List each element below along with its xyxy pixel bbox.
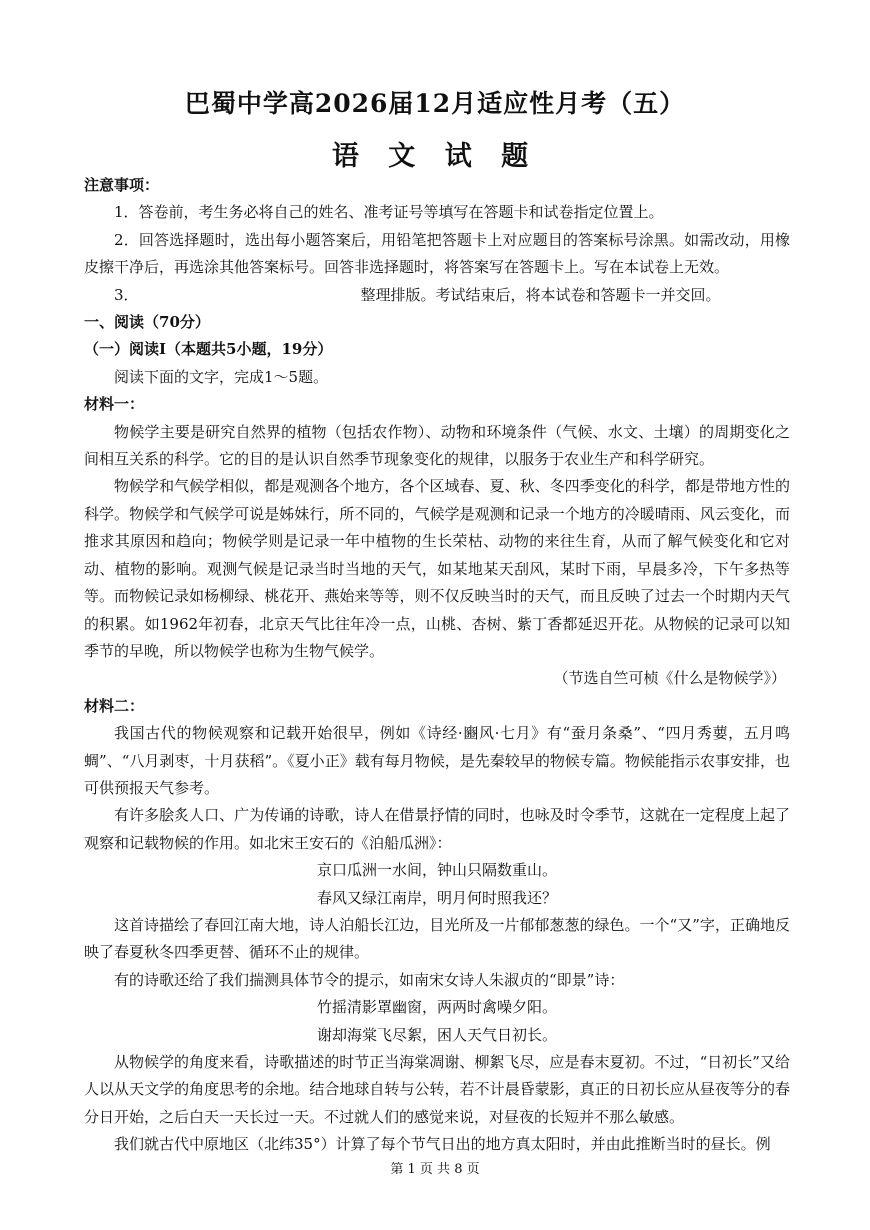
exam-subject-title: 语 文 试 题	[331, 141, 539, 172]
material-2-paragraph-2: 有许多脍炙人口、广为传诵的诗歌，诗人在借景抒情的同时，也咏及时令季节，这就在一定程度上起了观察和记载物候的作用。如北宋王安石的《泊船瓜洲》：	[84, 806, 790, 852]
material-2-paragraph-1: 我国古代的物候观察和记载开始很早，例如《诗经·豳风·七月》有“蚕月条桑”、“四月秀葽，五月鸣蜩”、“八月剥枣，十月获稻”。《夏小正》载有每月物候，是先秦较早的物候专篇。物候能指示农事安排，也可供预报天气参考。	[84, 724, 790, 797]
poem-1-line-1: 京口瓜洲一水间，钟山只隔数重山。	[316, 861, 557, 880]
material-2-paragraph-4: 有的诗歌还给了我们揣测具体节令的提示，如南宋女诗人朱淑贞的“即景”诗：	[114, 970, 625, 989]
poem-2-line-1: 竹摇清影罩幽窗，两两时禽噪夕阳。	[316, 998, 557, 1017]
notice-item-3-text: 整理排版。考试结束后，将本试卷和答题卡一并交回。	[360, 285, 721, 304]
material-1-label: 材料一：	[84, 395, 145, 414]
material-2-paragraph-6: 我们就古代中原地区（北纬35°）计算了每个节气日出的地方真太阳时，并由此推断当时的昼长。例	[114, 1135, 771, 1154]
material-2-paragraph-5: 从物候学的角度来看，诗歌描述的时节正当海棠凋谢、柳絮飞尽，应是春末夏初。不过，“日初长”又给人以从天文学的角度思考的余地。结合地球自转与公转，若不计晨昏蒙影，真正的日初长应从昼夜等分的春分日开始，之后白天一天长过一天。不过就人们的感觉来说，对昼夜的长短并不那么敏感。	[84, 1053, 790, 1126]
material-1-source: （节选自竺可桢《什么是物候学》）	[553, 669, 786, 688]
poem-1-line-2: 春风又绿江南岸，明月何时照我还？	[316, 888, 557, 907]
notice-item-3	[84, 282, 790, 309]
notice-section	[84, 172, 790, 1159]
poem-2-line-2: 谢却海棠飞尽絮，困人天气日初长。	[316, 1025, 557, 1044]
material-1-paragraph-1: 物候学主要是研究自然界的植物（包括农作物）、动物和环境条件（气候、水文、土壤）的周期变化之间相互关系的科学。它的目的是认识自然季节现象变化的规律，以服务于农业生产和科学研究。	[84, 422, 790, 469]
section-heading: 一、阅读（70分）	[84, 313, 210, 332]
reading-instruction: 阅读下面的文字，完成1～5题。	[114, 367, 329, 386]
page-number: 第 1 页 共 8 页	[390, 1162, 480, 1177]
exam-title: 巴蜀中学高2026届12月适应性月考（五）	[184, 89, 686, 118]
material-2-paragraph-3: 这首诗描绘了春回江南大地，诗人泊船长江边，目光所及一片郁郁葱葱的绿色。一个“又”字，正确地反映了春夏秋冬四季更替、循环不止的规律。	[84, 915, 790, 962]
notice-heading: 注意事项：	[84, 176, 160, 194]
notice-item-1: 1．答卷前，考生务必将自己的姓名、准考证号等填写在答题卡和试卷指定位置上。	[114, 203, 664, 222]
notice-item-2: 2．回答选择题时，选出每小题答案后，用铅笔把答题卡上对应题目的答案标号涂黑。如需改动，用橡皮擦干净后，再选涂其他答案标号。回答非选择题时，将答案写在答题卡上。写在本试卷上无效。	[84, 230, 790, 277]
material-1-paragraph-2: 物候学和气候学相似，都是观测各个地方，各个区域春、夏、秋、冬四季变化的科学，都是带地方性的科学。物候学和气候学可说是姊妹行，所不同的，气候学是观测和记录一个地方的冷暖晴雨、风云变化，而推求其原因和趋向；物候学则是记录一年中植物的生长荣枯、动物的来往生育，从而了解气候变化和它对动、植物的影响。观测气候是记录当时当地的天气，如某地某天刮风，某时下雨，早晨多冷，下午多热等等。而物候记录如杨柳绿、桃花开、燕始来等等，则不仅反映当时的天气，而且反映了过去一个时期内天气的积累。如1962年初春，北京天气比往年冷一点，山桃、杏树、紫丁香都延迟开花。从物候的记录可以知季节的早晚，所以物候学也称为生物气候学。	[84, 477, 790, 660]
subsection-heading: （一）阅读Ⅰ（本题共5小题，19分）	[84, 340, 333, 359]
notice-item-3-number: 3．	[114, 285, 139, 304]
material-2-label: 材料二：	[84, 696, 145, 715]
